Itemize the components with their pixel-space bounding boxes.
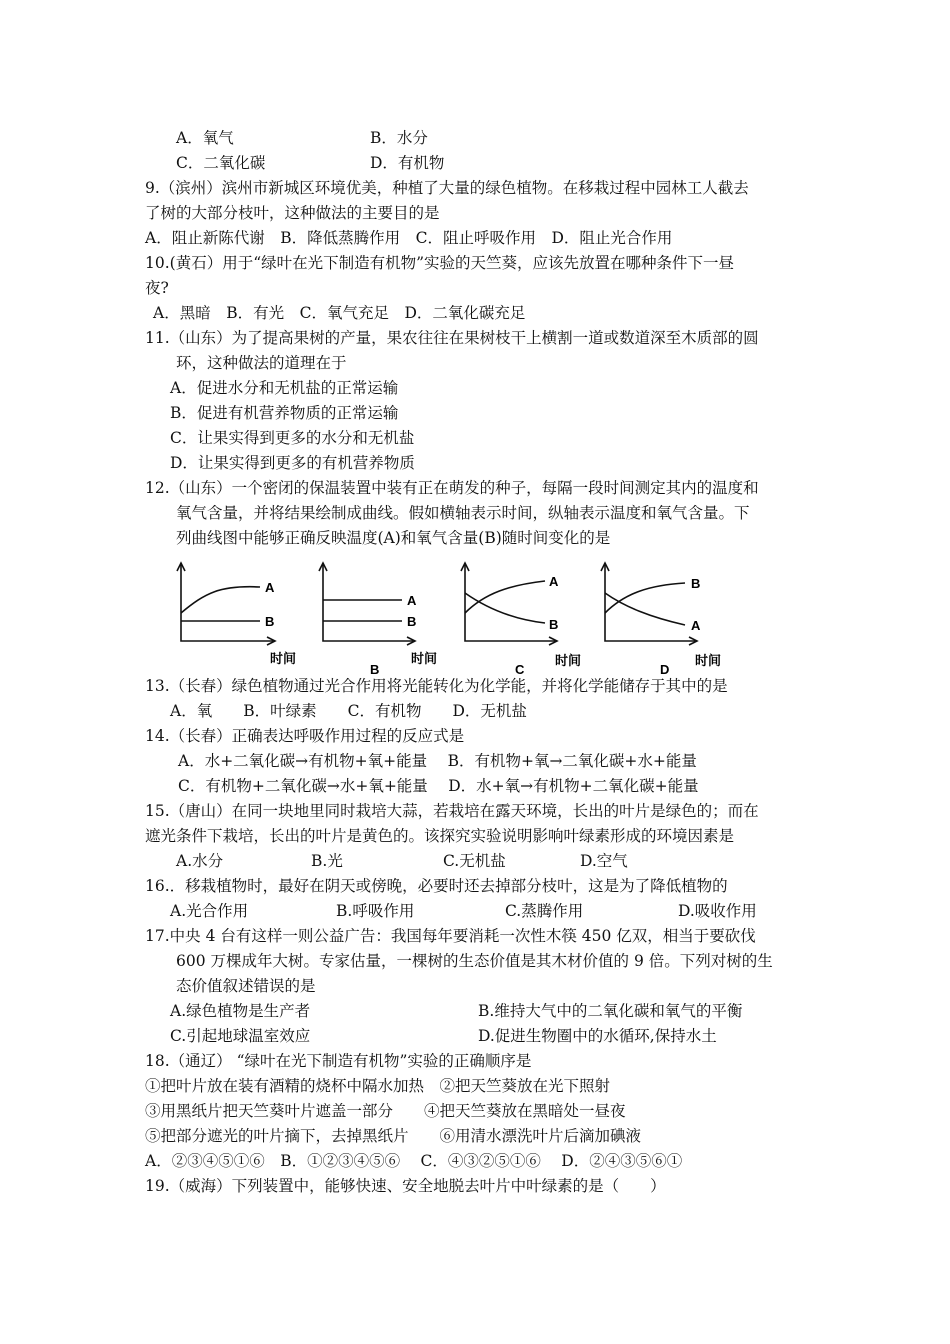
q15-stem-line2: 遮光条件下栽培，长出的叶片是黄色的。该探究实验说明影响叶绿素形成的环境因素是 [145,827,735,845]
q15-option-c: C.无机盐 [443,852,506,870]
q15-option-d: D.空气 [580,852,628,870]
graph-a-label-a: A [265,580,275,595]
graph-c-curve-a [465,581,545,613]
q14-stem: 14.（长春）正确表达呼吸作用过程的反应式是 [145,727,465,745]
q18-options: A．②③④⑤①⑥ B．①②③④⑤⑥ C．④③②⑤①⑥ D．②④③⑤⑥① [145,1152,683,1170]
q17-option-d: D.促进生物圈中的水循环,保持水土 [478,1027,717,1045]
graph-d-label-b: B [691,576,701,591]
q9-options: A．阻止新陈代谢 B．降低蒸腾作用 C．阻止呼吸作用 D．阻止光合作用 [145,229,673,247]
q8-option-d: D．有机物 [370,154,445,172]
q11-option-a: A．促进水分和无机盐的正常运输 [170,379,399,397]
q17-stem-line3: 态价值叙述错误的是 [176,977,316,995]
q16-option-c: C.蒸腾作用 [505,902,584,920]
graph-b-axes [323,563,415,641]
graph-c-curve-b [465,593,545,623]
q16-option-b: B.呼吸作用 [336,902,415,920]
q11-option-b: B．促进有机营养物质的正常运输 [170,404,399,422]
q15-stem-line1: 15.（唐山）在同一块地里同时栽培大蒜，若栽培在露天环境，长出的叶片是绿色的；而在 [145,802,759,820]
graph-a-curve-a [181,587,260,613]
q17-option-a: A.绿色植物是生产者 [170,1002,311,1020]
graph-b-label-b: B [407,614,417,629]
q8-option-c: C．二氧化碳 [176,154,266,172]
q9-stem-line1: 9.（滨州）滨州市新城区环境优美，种植了大量的绿色植物。在移栽过程中园林工人截去 [145,179,749,197]
q14-options-cd: C．有机物+二氧化碳→水+氧+能量 D．水+氧→有机物+二氧化碳+能量 [178,777,699,795]
q18-stem: 18.（通辽） “绿叶在光下制造有机物”实验的正确顺序是 [145,1052,532,1070]
q10-stem-line1: 10.(黄石）用于“绿叶在光下制造有机物”实验的天竺葵，应该先放置在哪种条件下一昼 [145,254,735,272]
q18-steps-line1: ①把叶片放在装有酒精的烧杯中隔水加热 ②把天竺葵放在光下照射 [145,1077,611,1095]
q16-option-d: D.吸收作用 [678,902,757,920]
graph-b-letter: B [370,662,380,675]
q15-option-b: B.光 [311,852,343,870]
q18-steps-line3: ⑤把部分遮光的叶片摘下，去掉黑纸片 ⑥用清水漂洗叶片后滴加碘液 [145,1127,642,1145]
graph-a-label-b: B [265,614,275,629]
q11-option-c: C．让果实得到更多的水分和无机盐 [170,429,415,447]
q15-option-a: A.水分 [176,852,224,870]
q16-option-a: A.光合作用 [170,902,249,920]
graph-a-xlabel: 时间 [270,651,297,666]
graph-d-curve-b [605,583,685,613]
q19-stem: 19.（威海）下列装置中，能够快速、安全地脱去叶片中叶绿素的是（ ） [145,1177,666,1195]
graph-b-xlabel: 时间 [411,651,438,666]
q17-option-b: B.维持大气中的二氧化碳和氧气的平衡 [478,1002,743,1020]
graph-c-xlabel: 时间 [555,653,582,668]
q12-graphs-svg [165,555,735,675]
q10-options: A．黑暗 B．有光 C．氧气充足 D．二氧化碳充足 [153,304,526,322]
graph-d-label-a: A [691,618,701,633]
q11-stem-line2: 环，这种做法的道理在于 [176,354,347,372]
graph-d-letter: D [660,662,670,675]
q12-stem-line1: 12.（山东）一个密闭的保温装置中装有正在萌发的种子，每隔一段时间测定其内的温度和 [145,479,759,497]
q12-stem-line2: 氧气含量，并将结果绘制成曲线。假如横轴表示时间，纵轴表示温度和氧气含量。下 [176,504,750,522]
graph-c-letter: C [515,662,525,675]
graph-d-curve-a [605,593,685,625]
graph-b-label-a: A [407,593,417,608]
graph-c-label-b: B [549,617,559,632]
q12-stem-line3: 列曲线图中能够正确反映温度(A)和氧气含量(B)随时间变化的是 [176,529,611,547]
q16-stem: 16.．移栽植物时，最好在阴天或傍晚，必要时还去掉部分枝叶，这是为了降低植物的 [145,877,728,895]
q13-stem: 13.（长春）绿色植物通过光合作用将光能转化为化学能，并将化学能储存于其中的是 [145,677,728,695]
q17-stem-line1: 17.中央 4 台有这样一则公益广告：我国每年要消耗一次性木筷 450 亿双，相当于要砍伐 [145,927,756,945]
q13-options: A．氧 B．叶绿素 C．有机物 D．无机盐 [170,702,527,720]
q11-option-d: D．让果实得到更多的有机营养物质 [170,454,415,472]
graph-d-xlabel: 时间 [695,653,722,668]
q11-stem-line1: 11.（山东）为了提高果树的产量，果农往往在果树枝干上横割一道或数道深至木质部的圆 [145,329,759,347]
q18-steps-line2: ③用黑纸片把天竺葵叶片遮盖一部分 ④把天竺葵放在黑暗处一昼夜 [145,1102,626,1120]
q10-stem-line2: 夜? [145,279,169,297]
q12-graphs [165,555,735,675]
q9-stem-line2: 了树的大部分枝叶，这种做法的主要目的是 [145,204,440,222]
graph-c-label-a: A [549,574,559,589]
q17-stem-line2: 600 万棵成年大树。专家估量，一棵树的生态价值是其木材价值的 9 倍。下列对树的生 [176,952,773,970]
q14-options-ab: A．水+二氧化碳→有机物+氧+能量 B．有机物+氧→二氧化碳+水+能量 [178,752,697,770]
q8-option-a: A．氧气 [176,129,234,147]
q17-option-c: C.引起地球温室效应 [170,1027,311,1045]
q8-option-b: B．水分 [370,129,428,147]
